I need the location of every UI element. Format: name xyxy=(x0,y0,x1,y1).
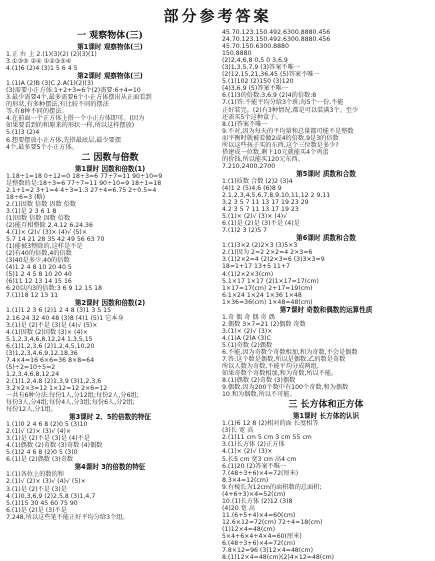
chapter-heading: 三 长方体和正方体 xyxy=(288,400,364,411)
answer-line: 2.(1)11 cm 5 cm 3 cm 55 cm xyxy=(222,434,312,442)
left-column xyxy=(6,29,214,521)
lesson-heading: 第5课时 质数和合数 xyxy=(296,169,356,178)
answer-line: 2.(1)因为 2=2 2×2=4 2×3=6 xyxy=(222,249,313,257)
answer-line: 4.(1)A (2)A (3)C xyxy=(222,334,271,342)
answer-line: (2)有40的倍数,4的倍数 xyxy=(6,250,72,258)
answer-line: (5)1 2 4 5 8 10 20 40 xyxy=(6,271,72,279)
answer-line: 3.(1)是 (2)不是 (3)是 xyxy=(6,485,67,493)
answer-line: 8.3×4=12(cm) xyxy=(222,476,269,484)
lesson-heading: 第2课时 观察物体(三) xyxy=(77,72,143,81)
answer-line: (3)1,2,3,4,6,9,12,18,36 xyxy=(6,349,78,357)
answer-line: 7.(48÷3+6)×4=72(厘米) xyxy=(222,469,299,477)
answer-line: 1.正 右 上 2.(1)(3)(2) (2)(3)(1) xyxy=(6,51,97,58)
answer-line: 7.(1)2 3 (2)5 7 xyxy=(222,227,268,235)
chapter-heading: 一 观察物体(三) xyxy=(77,31,143,41)
answer-line: 2.1+1=2 3+1=4 4÷3=1.3 27÷4=6.75 2÷0.5=4 xyxy=(6,186,157,194)
answer-line: 一共有6种分法:每份1人,分12组;每份2人,分6组; xyxy=(6,392,139,400)
answer-line: 6.(1)20 (2)答案不唯一 xyxy=(222,462,287,470)
answer-line: 1.18÷1=18 0÷12=0 18÷3=6 77÷7=11 90÷10=9 xyxy=(6,172,163,180)
answer-line: 7.(1)18 12 13 11 xyxy=(6,292,59,300)
answer-line: (5)÷2=10÷5=2 xyxy=(6,363,56,371)
answer-line: 4.(1)6 (2)4 (3)1 5 6 4 5 xyxy=(6,65,78,73)
lesson-heading: 第7课时 奇数和偶数的运算性质 xyxy=(279,305,373,314)
answer-line: 9.偶数,因为200个数中有100个奇数,和为偶数 xyxy=(222,384,349,392)
answer-line: 4.(1)2×2×3(cm) xyxy=(222,270,274,278)
answer-line: 1×36=36(cm) 1×48=48(cm) xyxy=(222,298,313,306)
answer-line: 6.(1)是 (2)偶数 (3)奇数 xyxy=(6,456,74,464)
answer-line: 4.(1)× (2)√ (3)× (4)√ (5)× xyxy=(6,228,88,236)
answer-line: 7.8×12=96 (3)12×4=48(cm) xyxy=(222,547,313,555)
lesson-heading: 第1课时 因数和倍数(1) xyxy=(74,164,146,173)
answer-line: 18÷6=3 (略) xyxy=(6,193,46,201)
answer-line: 5.(1)3 (2)4 xyxy=(6,129,40,137)
answer-line: 6.(1)1,2,3,6 (2)1,2,4,5,10,20 xyxy=(6,342,95,350)
answer-line: (6)11 12 13 14 15 16 xyxy=(6,278,72,286)
answer-line: 150.8880 xyxy=(222,50,252,58)
answer-line: 6.(48÷3+6)×4=72(cm) xyxy=(222,540,296,548)
answer-line: (1)能被3整除的,这样是不是 xyxy=(6,243,83,251)
answer-line: 的形状,有多种摆法,有比较不同的摆法 xyxy=(6,101,109,109)
answer-line: 是整数的是:18÷3=6 77÷7=11 90÷10=9 18÷1=18 xyxy=(6,179,162,187)
answer-line: (4)1 2 4 8 10 20 40 5 xyxy=(6,264,72,272)
answer-line: 2.(1)√ (2)× (3)√ (4)× xyxy=(6,428,72,436)
answer-line: 2.1,2,3,4,5,6,7,8,9,10,11,12 2 9,11 xyxy=(222,192,331,200)
answer-line: (3)长 宽 高 xyxy=(222,427,254,435)
answer-line: 3.①③⑤ ②④ ①②③⑤④ xyxy=(6,58,72,66)
answer-line: 4.(1)因数 (2)因数 (3)× (4)× xyxy=(6,328,88,336)
answer-line: (2)能互相整除 2.4.12 6.24.36 xyxy=(6,221,93,229)
answer-line: 6.想要摆放小正方体,先搭最底层,最少要摆 xyxy=(6,136,122,144)
answer-line: 10.(1)长方体 (2)12 (3)8 xyxy=(222,497,293,505)
answer-line: 45.70.150.6300.8880 xyxy=(222,43,289,51)
answer-line: 7.210,2400,2700 xyxy=(222,162,276,170)
answer-line: 3.最少需要4个,最多需要6个小正方体摆出从正面看到 xyxy=(6,94,152,102)
answer-line: 6.(1)是 (2)是 (3)不是 (4)是 xyxy=(222,220,300,228)
lesson-heading: 第1课时 长方体的认识 xyxy=(292,412,360,421)
answer-line: 的价钱,所以能买120元东西。 xyxy=(222,155,304,163)
answer-line: 还需买5个这种盒子。 xyxy=(222,113,282,121)
answer-line: 7.248,所以这些笔不能正好平均分给3个组。 xyxy=(6,513,129,521)
answer-line: 6.1×24 1×24 1×36 1×48 xyxy=(222,291,302,299)
answer-line: (2)2,4,6,8 0,5 0 3,6,9 xyxy=(222,57,288,65)
answer-line: 4.2 3 5 7 11 13 17 19 23 xyxy=(222,206,299,214)
answer-line: 4.(1)0,3,6,9 (2)2,5,8 (3)1,4,7 xyxy=(6,492,96,500)
answer-line: 7.答:这个数是偶数,所以是偶数,乙的数是奇数 xyxy=(222,356,346,364)
answer-line: 2.(1)1,2,4,8 (2)1,3,9 (3)1,2,3,6 xyxy=(6,377,102,385)
answer-line: 3.(1)长方体 (2)正方体 xyxy=(222,441,285,449)
answer-line: 4.在前面一个正方体上搭一个小正方体即可。(因为 xyxy=(6,115,145,123)
answer-line: (4)20 宽 高 xyxy=(222,504,255,512)
answer-line: 2.偶数 3×7=21 (2)偶数 奇数 xyxy=(222,320,306,328)
page-title: 部分参考答案 xyxy=(163,7,272,25)
answer-line: 6.(1)是 (2)是 (3)不是 xyxy=(6,506,67,514)
answer-line: (1)12×4=48(cm) xyxy=(222,526,276,533)
answer-line: 5.1,2,3,4,6,8,12,24 1,3,5,15 xyxy=(6,335,93,343)
answer-line: 5.(1)2 4 6 8 (2)0 5 (3)0 xyxy=(6,449,78,457)
answer-line: 如果要看到的和原来的形状一样,所以这样摆放) xyxy=(6,122,135,130)
answer-line: 所以人数为奇数,不能平均分成两组。 xyxy=(222,363,323,371)
answer-line: 45.70.123.150.492.6300.8880.456 xyxy=(222,29,331,36)
answer-line: 5.长5 cm 宽3 cm 高4 cm xyxy=(222,455,297,463)
answer-line: 3.(1)2×2=4 (2)2×3=6 (3)3×3=9 xyxy=(222,256,325,264)
answer-line: 1.(1)3×2 (2)2×3 (3)5×3 xyxy=(222,242,298,250)
answer-line: 而平衡时就被看做2或4的倍数,9是3的倍数 xyxy=(222,134,339,142)
lesson-heading: 第1课时 观察物体(三) xyxy=(77,43,143,51)
answer-line: 8.(1)答案不唯一 xyxy=(222,120,268,128)
answer-line: 3.(1)× (2)√ (3)× xyxy=(222,327,273,335)
answer-line: (3)1,3,5,7,9 (3)答案不唯一 xyxy=(222,64,300,72)
answer-line: 10.和为偶数,所以不可能。 xyxy=(222,391,296,399)
answer-line: 11.(6+5+4)×4=60(cm) xyxy=(222,511,296,519)
answer-line: 5.(1)102 (2)150 (3)120 xyxy=(222,78,294,86)
answer-line: 1.(1)1 2 3 6 (2)1 2 4 8 (3)1 3 5 15 xyxy=(6,307,112,315)
answer-line: 9.不对,因为每天的平均量和总量都可能不是整数 xyxy=(222,127,354,135)
answer-line: 1.(1)A (2)B (3)C 2.A(1)(2)(3) xyxy=(6,80,94,88)
lesson-heading: 第3课时 2、5的倍数的特征 xyxy=(69,413,151,422)
answer-line: 3.2×2×3=12 1×12=12 2×6=12 xyxy=(6,384,108,392)
answer-line: 正好装完。(2)有3种情况,都是可以装满3个。至少 xyxy=(222,106,359,114)
answer-line: (2)12,15,21,36,45 (5)答案不唯一 xyxy=(222,71,320,79)
answer-line: 24.70.123.150.492.6300.8880.456 xyxy=(222,36,331,44)
answer-line: 1,2,3,4,6,8,12,24 xyxy=(6,370,60,378)
answer-line: 2.16 24 32 40 48 (3)8 (4)1 (5)1 它本身 xyxy=(6,314,124,322)
answer-line: (3)40是多少,40的倍数 xyxy=(6,257,70,265)
answer-line: 18=1+17 13+5 11+7 xyxy=(222,263,290,271)
answer-line: 1.(1)各位上的数的和 xyxy=(6,471,64,479)
answer-line: 6.20以内3的倍数:3 6 9 12 15 18 xyxy=(6,285,102,293)
answer-line: 8.(1)12×4=48(cm)(2)4×12=48(cm) xyxy=(222,554,335,561)
answer-line: (4+6+3)×4=52(cm) xyxy=(222,490,286,498)
answer-line: 3.(1)是 2 3 6 1 8 xyxy=(6,207,57,215)
answer-line: 每份12人,分1组。 xyxy=(6,406,57,414)
answer-line: 4.(1)偶数 (2)奇数 (3)奇数 (4)偶数 xyxy=(6,442,103,450)
lesson-heading: 第4课时 3的倍数的特征 xyxy=(74,463,146,472)
answer-line: 2.(1)√ (2)× (3)√ (4)√ (5)× xyxy=(6,478,86,486)
answer-line: 如果奇数个奇数相加,和为奇数,所以不能。 xyxy=(222,370,338,378)
answer-line: 7.4×4=16 6×6=36 8×8=64 xyxy=(6,356,95,364)
answer-line: 12.6×12=72(cm) 72÷4=18(cm) xyxy=(222,518,323,526)
answer-line: 1×17=17(cm) 2+17=19(cm) xyxy=(222,284,313,292)
answer-line: 1.(1)0 2 4 6 8 (2)0 5 (3)10 xyxy=(6,421,88,429)
answer-line: (1)因数 倍数 因数 倍数 xyxy=(6,214,71,222)
answer-line: 1.(1)6 12 8 (2)相对的面 长度相等 xyxy=(222,420,319,428)
answer-line: 8.(1)偶数 (2)奇数 (3)偶数 xyxy=(222,377,296,385)
answer-line: 所以这些孩子买的东西,这个三位数是多少? xyxy=(222,141,339,149)
answer-line: 5.1×17 1×17 (2)1×17=17(cm) xyxy=(222,277,319,285)
answer-line: 5×4+6×4+4×4=60(厘米) xyxy=(222,533,302,541)
answer-line: 2.(1)因数 倍数 因数 倍数 xyxy=(6,200,77,208)
answer-line: 等,有8种不同的摆法。 xyxy=(6,108,68,116)
answer-line: (4)3,6,9 (5)答案不唯一 xyxy=(222,85,289,93)
answer-line: (4)1 2 (5)4,6 (6)8 9 xyxy=(222,184,282,192)
answer-line: 5.(1)奇数 (2)偶数 xyxy=(222,341,273,349)
answer-line: 5.(1)× (2)√ (3)× (4)√ xyxy=(222,213,288,221)
answer-line: (3)需要小正方体:1+2+3=6个(2)需要:6+4=10 xyxy=(6,87,141,95)
answer-line: 6.不能,因为奇数个奇数相加,和为奇数,不会是偶数 xyxy=(222,348,358,356)
answer-line: 搭建成一位数,剩下10元就能买4个鸡蛋 xyxy=(222,148,329,156)
answer-line: 3.(1)是 (2)不是 (3)是 (4)√ (5)× xyxy=(6,321,98,329)
answer-line: 4.(1)× (2)√ (3)× xyxy=(222,448,273,456)
answer-line: 4个,最多要5个小正方体。 xyxy=(6,143,78,151)
answer-line: 7.(1)答:不能平均分给3个班;每5个一份,不能 xyxy=(222,99,344,107)
answer-line: 1.(1)质数 合数 (2)2 (3)4 xyxy=(222,177,293,185)
answer-line: 1.奇 偶 奇 偶 奇 偶 xyxy=(222,313,275,321)
lesson-heading: 第2课时 因数和倍数(2) xyxy=(74,299,146,308)
answer-line: 5.(1)15 30 45 60 75 90 xyxy=(6,499,78,507)
answer-line: 9.有棱长为12cm的面积数的总面积; xyxy=(222,483,322,491)
right-column xyxy=(222,29,430,561)
answer-line: 5.7 14 21 28 35 42 49 56 63 70 xyxy=(6,236,105,244)
lesson-heading: 第6课时 质数和合数 xyxy=(296,234,356,243)
answer-line: 每份3人,分4组;每份4人,分3组;每份6人,分2组; xyxy=(6,399,135,407)
answer-line: 3.2 3 5 7 11 13 17 19 23 29 xyxy=(222,199,309,207)
chapter-heading: 二 因数与倍数 xyxy=(81,152,139,163)
answer-line: 6.(1)3的倍数:3,6,9 (2)4的倍数:8 xyxy=(222,92,317,100)
answer-line: 3.(1)是 (2)不是 (3)是 (4)不是 xyxy=(6,435,90,443)
